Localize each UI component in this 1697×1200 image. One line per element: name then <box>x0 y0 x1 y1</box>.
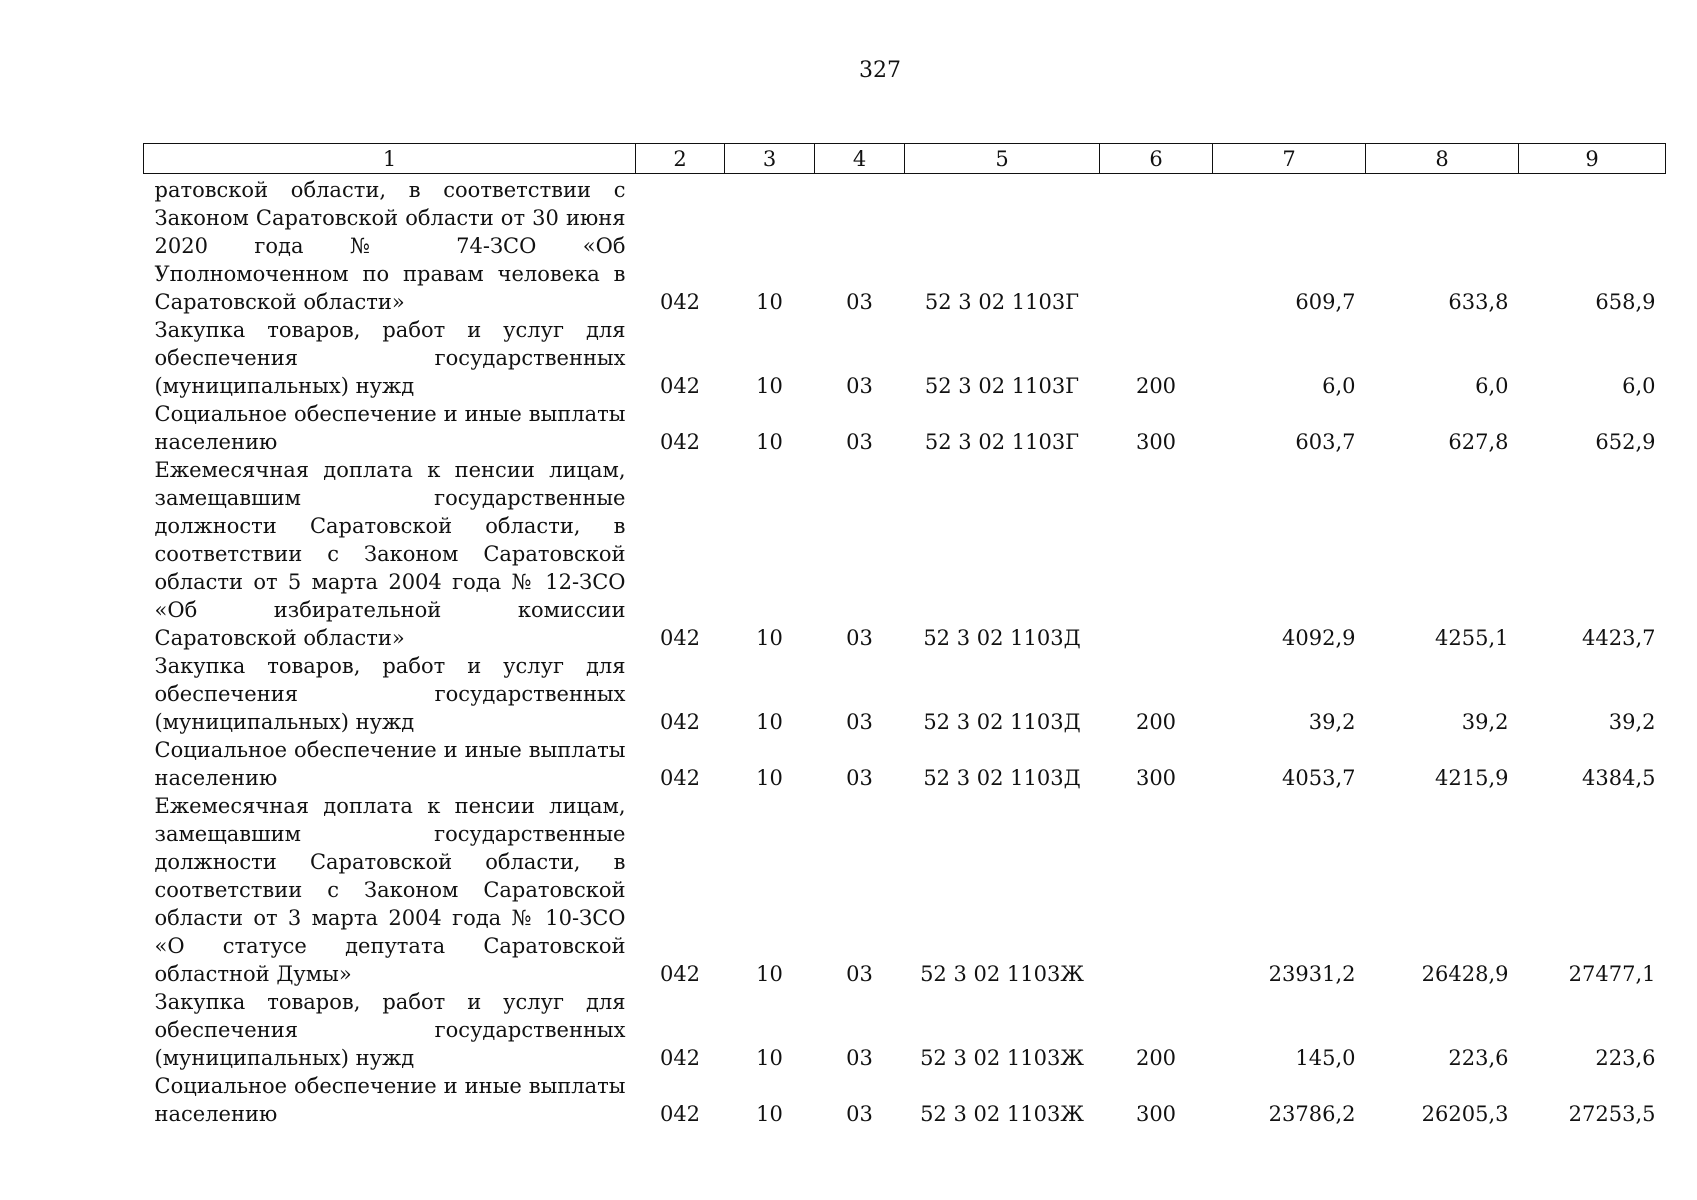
row-ministry-code: 042 <box>659 626 701 650</box>
row-expense-type: 300 <box>1135 1102 1177 1126</box>
row-ministry-code: 042 <box>659 1102 701 1126</box>
row-description: Закупка товаров, работ и услуг для обеспечения государственных (муниципальных) нужд <box>154 318 626 398</box>
row-ministry-code: 042 <box>659 430 701 454</box>
row-section-code: 10 <box>756 626 783 650</box>
row-expense-type: 200 <box>1135 1046 1177 1070</box>
column-header: 3 <box>725 144 815 174</box>
row-description: Социальное обеспечение и иные выплаты населению <box>154 738 626 790</box>
row-amount-year3: 27477,1 <box>1568 962 1656 986</box>
row-amount-year3: 27253,5 <box>1568 1102 1656 1126</box>
row-section-code: 10 <box>756 962 783 986</box>
row-amount-year3: 223,6 <box>1595 1046 1656 1070</box>
budget-table <box>143 143 1666 1128</box>
row-amount-year2: 633,8 <box>1448 290 1509 314</box>
row-subsection-code: 03 <box>846 626 873 650</box>
row-amount-year1: 4092,9 <box>1282 626 1356 650</box>
row-amount-year3: 6,0 <box>1622 374 1656 398</box>
column-header: 4 <box>815 144 905 174</box>
row-amount-year2: 39,2 <box>1461 710 1509 734</box>
column-header: 6 <box>1100 144 1213 174</box>
row-target-article: 52 3 02 1103Ж <box>920 1102 1084 1126</box>
table-row <box>144 652 1666 736</box>
page-number: 327 <box>859 58 901 83</box>
row-amount-year3: 658,9 <box>1595 290 1656 314</box>
row-expense-type: 300 <box>1135 430 1177 454</box>
row-amount-year2: 627,8 <box>1448 430 1509 454</box>
row-ministry-code: 042 <box>659 962 701 986</box>
row-amount-year3: 4423,7 <box>1582 626 1656 650</box>
row-target-article: 52 3 02 1103Д <box>923 766 1081 790</box>
row-subsection-code: 03 <box>846 1046 873 1070</box>
row-description: Ежемесячная доплата к пенсии лицам, замещавшим государственные должности Саратовской области, в соответствии с Законом Саратовской области от 5 марта 2004 года № 12-ЗСО «Об избирательной комиссии Саратовской области» <box>154 458 626 650</box>
row-subsection-code: 03 <box>846 430 873 454</box>
row-description: Закупка товаров, работ и услуг для обеспечения государственных (муниципальных) нужд <box>154 990 626 1070</box>
row-description: Социальное обеспечение и иные выплаты населению <box>154 402 626 454</box>
row-amount-year1: 39,2 <box>1308 710 1356 734</box>
row-amount-year1: 603,7 <box>1295 430 1356 454</box>
row-ministry-code: 042 <box>659 766 701 790</box>
table-row <box>144 316 1666 400</box>
row-subsection-code: 03 <box>846 290 873 314</box>
row-expense-type: 200 <box>1135 374 1177 398</box>
table-row <box>144 988 1666 1072</box>
row-amount-year3: 4384,5 <box>1582 766 1656 790</box>
table-row <box>144 400 1666 456</box>
row-section-code: 10 <box>756 1102 783 1126</box>
row-description: Закупка товаров, работ и услуг для обеспечения государственных (муниципальных) нужд <box>154 654 626 734</box>
row-section-code: 10 <box>756 710 783 734</box>
row-section-code: 10 <box>756 290 783 314</box>
row-amount-year2: 223,6 <box>1448 1046 1509 1070</box>
row-description: ратовской области, в соответствии с Законом Саратовской области от 30 июня 2020 года № 74-ЗСО «Об Уполномоченном по правам человека в Саратовской области» <box>154 178 626 314</box>
row-section-code: 10 <box>756 374 783 398</box>
row-target-article: 52 3 02 1103Ж <box>920 962 1084 986</box>
row-target-article: 52 3 02 1103Г <box>924 430 1080 454</box>
row-amount-year2: 26205,3 <box>1421 1102 1509 1126</box>
row-section-code: 10 <box>756 430 783 454</box>
row-amount-year2: 26428,9 <box>1421 962 1509 986</box>
column-header: 8 <box>1366 144 1519 174</box>
row-amount-year1: 6,0 <box>1322 374 1356 398</box>
row-subsection-code: 03 <box>846 1102 873 1126</box>
row-expense-type <box>1100 456 1213 652</box>
row-ministry-code: 042 <box>659 710 701 734</box>
row-subsection-code: 03 <box>846 766 873 790</box>
row-amount-year1: 145,0 <box>1295 1046 1356 1070</box>
row-section-code: 10 <box>756 1046 783 1070</box>
row-amount-year1: 23786,2 <box>1268 1102 1356 1126</box>
row-amount-year2: 4255,1 <box>1435 626 1509 650</box>
column-header: 2 <box>636 144 725 174</box>
table-row <box>144 1072 1666 1128</box>
row-expense-type: 300 <box>1135 766 1177 790</box>
row-expense-type <box>1100 174 1213 317</box>
row-amount-year3: 39,2 <box>1608 710 1656 734</box>
row-target-article: 52 3 02 1103Г <box>924 374 1080 398</box>
row-target-article: 52 3 02 1103Ж <box>920 1046 1084 1070</box>
row-amount-year2: 4215,9 <box>1435 766 1509 790</box>
table-row <box>144 792 1666 988</box>
column-header: 9 <box>1519 144 1666 174</box>
column-number-header <box>144 144 1666 174</box>
column-header: 1 <box>144 144 636 174</box>
row-amount-year1: 4053,7 <box>1282 766 1356 790</box>
row-subsection-code: 03 <box>846 374 873 398</box>
row-amount-year2: 6,0 <box>1475 374 1509 398</box>
row-subsection-code: 03 <box>846 962 873 986</box>
row-section-code: 10 <box>756 766 783 790</box>
row-ministry-code: 042 <box>659 1046 701 1070</box>
row-expense-type <box>1100 792 1213 988</box>
row-amount-year3: 652,9 <box>1595 430 1656 454</box>
table-row <box>144 456 1666 652</box>
table-row <box>144 736 1666 792</box>
column-header: 7 <box>1213 144 1366 174</box>
row-expense-type: 200 <box>1135 710 1177 734</box>
row-description: Социальное обеспечение и иные выплаты населению <box>154 1074 626 1126</box>
row-target-article: 52 3 02 1103Д <box>923 626 1081 650</box>
row-amount-year1: 23931,2 <box>1268 962 1356 986</box>
column-header: 5 <box>905 144 1100 174</box>
row-subsection-code: 03 <box>846 710 873 734</box>
row-ministry-code: 042 <box>659 290 701 314</box>
row-target-article: 52 3 02 1103Г <box>924 290 1080 314</box>
table-row <box>144 174 1666 317</box>
row-amount-year1: 609,7 <box>1295 290 1356 314</box>
row-description: Ежемесячная доплата к пенсии лицам, замещавшим государственные должности Саратовской области, в соответствии с Законом Саратовской области от 3 марта 2004 года № 10-ЗСО «О статусе депутата Саратовской областной Думы» <box>154 794 626 986</box>
row-target-article: 52 3 02 1103Д <box>923 710 1081 734</box>
row-ministry-code: 042 <box>659 374 701 398</box>
